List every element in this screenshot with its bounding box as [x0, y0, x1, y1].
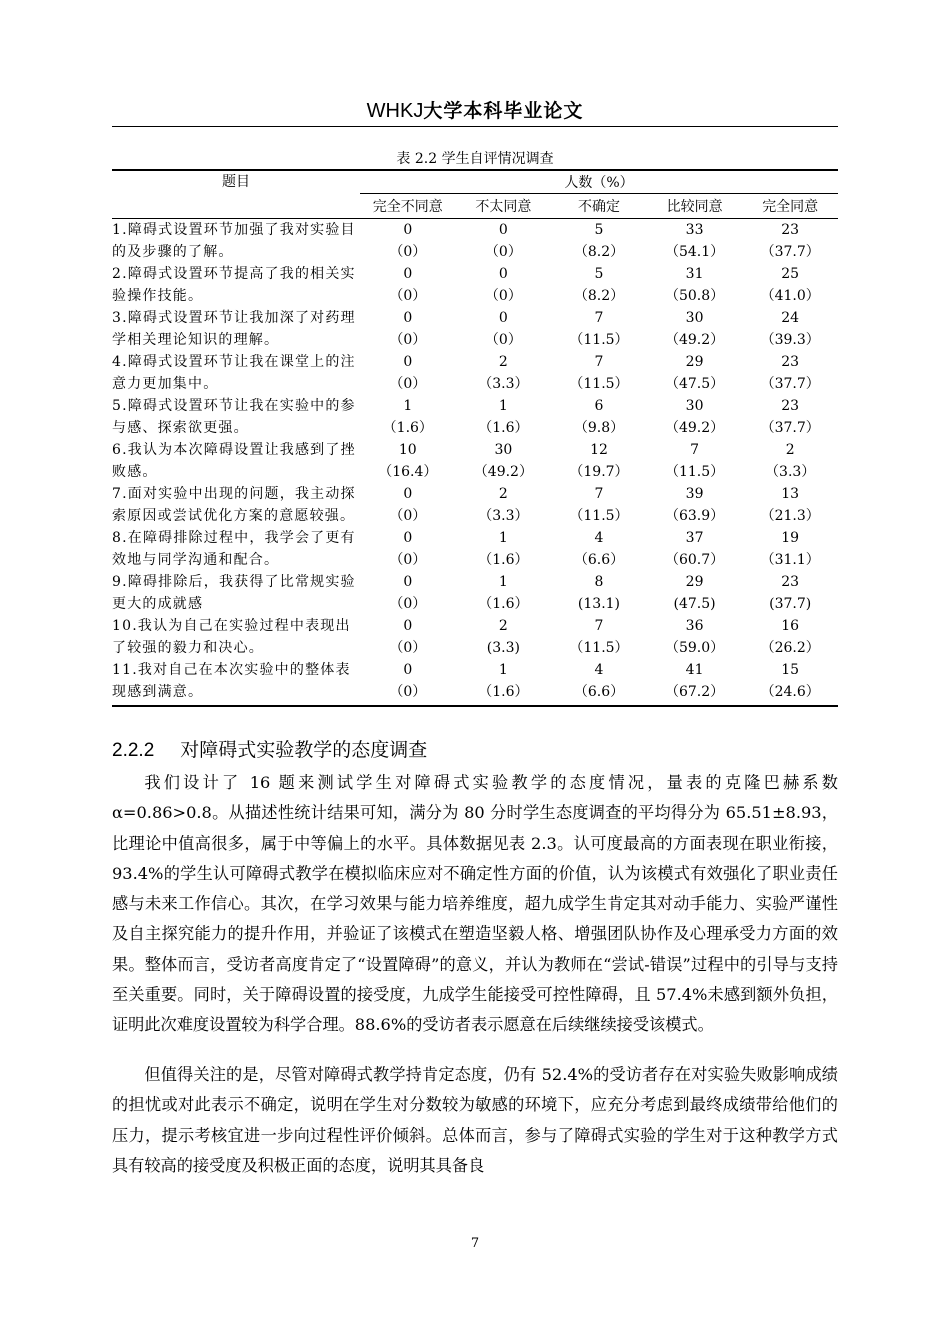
column-header: 不确定 [551, 194, 647, 219]
count-value: 16 [781, 618, 800, 634]
count-value: 23 [781, 222, 800, 238]
value-cell [456, 395, 552, 439]
value-cell [742, 659, 838, 706]
percent-value: （8.2） [573, 243, 625, 260]
value-cell [647, 659, 743, 706]
value-cell [742, 615, 838, 659]
value-cell [360, 571, 456, 615]
table-caption: 表 2.2 学生自评情况调查 [396, 151, 554, 167]
column-header: 完全不同意 [360, 194, 456, 219]
value-cell [742, 351, 838, 395]
value-cell [647, 615, 743, 659]
value-cell [551, 571, 647, 615]
percent-value: （11.5） [664, 463, 725, 480]
count-value: 12 [590, 442, 608, 458]
header-rule [112, 126, 838, 127]
count-value: 29 [685, 574, 704, 590]
count-value: 1 [498, 662, 508, 678]
percent-value: （19.7） [569, 463, 629, 480]
percent-value: （60.7） [664, 551, 725, 568]
percent-value: （16.4） [378, 463, 438, 480]
count-value: 29 [685, 354, 704, 370]
percent-value: （49.2） [473, 463, 533, 480]
count-value: 30 [494, 442, 513, 458]
question-text: 9.障碍排除后，我获得了比常规实验更大的成就感 [112, 574, 356, 612]
percent-value: （24.6） [760, 683, 820, 700]
count-value: 33 [685, 222, 704, 238]
count-value: 0 [403, 354, 413, 370]
count-value: 0 [498, 266, 508, 282]
count-value: 10 [398, 442, 417, 458]
count-value: 7 [690, 442, 700, 458]
count-value: 5 [594, 266, 604, 282]
question-text: 5.障碍式设置环节让我在实验中的参与感、探索欲更强。 [112, 398, 356, 436]
question-text: 8.在障碍排除过程中，我学会了更有效地与同学沟通和配合。 [112, 530, 356, 568]
percent-value: （11.5） [569, 639, 629, 656]
value-cell [456, 615, 552, 659]
percent-value: （0） [389, 639, 427, 656]
value-cell [551, 307, 647, 351]
group-header: 人数（%） [360, 170, 838, 194]
percent-value: （0） [389, 243, 427, 260]
question-text: 6.我认为本次障碍设置让我感到了挫败感。 [112, 442, 356, 480]
count-value: 36 [685, 618, 704, 634]
value-cell [456, 483, 552, 527]
percent-value: （26.2） [760, 639, 820, 656]
value-cell [551, 351, 647, 395]
percent-value: （1.6） [478, 595, 529, 612]
value-cell [647, 571, 743, 615]
count-value: 13 [781, 486, 800, 502]
count-value: 1 [403, 398, 413, 414]
table-row [112, 527, 838, 571]
percent-value: (13.1) [577, 595, 621, 612]
value-cell [647, 483, 743, 527]
percent-value: （11.5） [569, 331, 629, 348]
value-cell [742, 395, 838, 439]
value-cell [742, 571, 838, 615]
value-cell [456, 219, 552, 264]
percent-value: （37.7） [760, 243, 820, 260]
count-value: 30 [685, 310, 704, 326]
percent-value: （0） [389, 683, 427, 700]
value-cell [647, 219, 743, 264]
page-number: 7 [470, 1236, 480, 1251]
percent-value: （21.3） [760, 507, 820, 524]
value-cell [456, 351, 552, 395]
percent-value: （63.9） [664, 507, 725, 524]
percent-value: （0） [484, 331, 522, 348]
topic-header: 题目 [112, 170, 360, 219]
value-cell [742, 263, 838, 307]
percent-value: (47.5) [673, 595, 716, 612]
count-value: 31 [685, 266, 704, 282]
value-cell [456, 263, 552, 307]
count-value: 7 [594, 310, 604, 326]
percent-value: （0） [389, 287, 427, 304]
percent-value: （54.1） [664, 243, 725, 260]
value-cell [456, 307, 552, 351]
question-text: 1.障碍式设置环节加强了我对实验目的及步骤的了解。 [112, 222, 356, 260]
value-cell [742, 527, 838, 571]
percent-value: (37.7) [769, 595, 812, 612]
percent-value: （0） [484, 287, 522, 304]
section-title: 对障碍式实验教学的态度调查 [180, 739, 428, 761]
percent-value: （37.7） [760, 375, 820, 392]
value-cell [551, 219, 647, 264]
percent-value: （11.5） [569, 375, 629, 392]
page-header [112, 96, 838, 123]
value-cell [551, 615, 647, 659]
percent-value: （49.2） [664, 419, 725, 436]
percent-value: （1.6） [382, 419, 433, 436]
count-value: 2 [498, 486, 508, 502]
percent-value: （8.2） [573, 287, 625, 304]
question-text: 4.障碍式设置环节让我在课堂上的注意力更加集中。 [112, 354, 356, 392]
count-value: 0 [403, 530, 413, 546]
percent-value: （11.5） [569, 507, 629, 524]
percent-value: （31.1） [760, 551, 820, 568]
value-cell [360, 351, 456, 395]
table-row [112, 395, 838, 439]
value-cell [551, 483, 647, 527]
count-value: 5 [594, 222, 604, 238]
header-latin: WHKJ [366, 100, 424, 122]
value-cell [647, 439, 743, 483]
value-cell [647, 351, 743, 395]
percent-value: （0） [389, 595, 427, 612]
section-number: 2.2.2 [112, 740, 155, 761]
column-header: 比较同意 [647, 194, 743, 219]
percent-value: （1.6） [478, 419, 529, 436]
percent-value: （3.3） [478, 375, 529, 392]
percent-value: （6.6） [573, 683, 625, 700]
count-value: 0 [403, 266, 413, 282]
table-row [112, 615, 838, 659]
count-value: 7 [594, 354, 604, 370]
count-value: 23 [781, 398, 800, 414]
count-value: 0 [403, 222, 413, 238]
value-cell [360, 659, 456, 706]
count-value: 0 [498, 222, 508, 238]
count-value: 23 [781, 574, 800, 590]
value-cell [456, 527, 552, 571]
value-cell [360, 219, 456, 264]
percent-value: （3.3） [765, 463, 816, 480]
count-value: 41 [685, 662, 704, 678]
count-value: 0 [403, 310, 413, 326]
count-value: 0 [498, 310, 508, 326]
value-cell [551, 659, 647, 706]
percent-value: （67.2） [664, 683, 725, 700]
percent-value: （0） [389, 551, 427, 568]
value-cell [742, 439, 838, 483]
value-cell [647, 307, 743, 351]
value-cell [742, 307, 838, 351]
survey-table-container [112, 169, 838, 707]
percent-value: （50.8） [664, 287, 725, 304]
count-value: 4 [594, 530, 604, 546]
count-value: 37 [685, 530, 704, 546]
percent-value: （0） [389, 507, 427, 524]
value-cell [647, 395, 743, 439]
question-text: 3.障碍式设置环节让我加深了对药理学相关理论知识的理解。 [112, 310, 356, 348]
value-cell [360, 439, 456, 483]
table-row [112, 351, 838, 395]
percent-value: （0） [484, 243, 522, 260]
percent-value: （3.3） [478, 507, 529, 524]
percent-value: （1.6） [478, 683, 529, 700]
value-cell [551, 263, 647, 307]
percent-value: （49.2） [664, 331, 725, 348]
percent-value: （47.5） [664, 375, 725, 392]
count-value: 1 [498, 574, 508, 590]
count-value: 4 [594, 662, 604, 678]
value-cell [360, 307, 456, 351]
table-row [112, 307, 838, 351]
paragraph-2: 但值得关注的是，尽管对障碍式教学持肯定态度，仍有 52.4%的受访者存在对实验失败影响成绩的担忧或对此表示不确定，说明在学生对分数较为敏感的环境下，应充分考虑到最终成绩带给他们的压力，提示考核宜进一步向过程性评价倾斜。总体而言，参与了障碍式实验的学生对于这种教学方式具有较高的接受度及积极正面的态度，说明其具备良 [112, 1065, 838, 1175]
value-cell [647, 263, 743, 307]
value-cell [551, 395, 647, 439]
percent-value: （9.8） [573, 419, 625, 436]
value-cell [742, 483, 838, 527]
value-cell [360, 615, 456, 659]
count-value: 0 [403, 574, 413, 590]
value-cell [360, 527, 456, 571]
count-value: 0 [403, 618, 413, 634]
count-value: 2 [498, 354, 508, 370]
percent-value: （1.6） [478, 551, 529, 568]
section-heading [112, 735, 427, 762]
percent-value: （0） [389, 331, 427, 348]
percent-value: (3.3) [486, 639, 520, 656]
percent-value: （0） [389, 375, 427, 392]
table-row [112, 483, 838, 527]
count-value: 2 [785, 442, 795, 458]
value-cell [456, 439, 552, 483]
table-row [112, 219, 838, 264]
table-row [112, 263, 838, 307]
value-cell [551, 439, 647, 483]
count-value: 0 [403, 662, 413, 678]
value-cell [742, 219, 838, 264]
count-value: 7 [594, 618, 604, 634]
percent-value: （41.0） [760, 287, 820, 304]
count-value: 15 [781, 662, 800, 678]
table-row [112, 571, 838, 615]
count-value: 7 [594, 486, 604, 502]
count-value: 23 [781, 354, 800, 370]
percent-value: （59.0） [664, 639, 725, 656]
paragraph-1: 我们设计了 16 题来测试学生对障碍式实验教学的态度情况，量表的克隆巴赫系数α=0.86>0.8。从描述性统计结果可知，满分为 80 分时学生态度调查的平均得分为 65.51±8.93，比理论中值高很多，属于中等偏上的水平。具体数据见表 2.3。认可度最高的方面表现在职业衔接，93.4%的学生认可障碍式教学在模拟临床应对不确定性方面的价值，认为该模式有效强化了职业责任感与未来工作信心。其次，在学习效果与能力培养维度，超九成学生肯定其对动手能力、实验严谨性及自主探究能力的提升作用，并验证了该模式在塑造坚毅人格、增强团队协作及心理承受力方面的效果。整体而言，受访者高度肯定了“设置障碍”的意义，并认为教师在“尝试-错误”过程中的引导与支持至关重要。同时，关于障碍设置的接受度，九成学生能接受可控性障碍，且 57.4%未感到额外负担，证明此次难度设置较为科学合理。88.6%的受访者表示愿意在后续继续接受该模式。 [112, 773, 838, 1035]
count-value: 30 [685, 398, 704, 414]
question-text: 11.我对自己在本次实验中的整体表现感到满意。 [112, 659, 360, 706]
count-value: 1 [498, 530, 508, 546]
count-value: 19 [781, 530, 800, 546]
count-value: 6 [594, 398, 604, 414]
value-cell [360, 395, 456, 439]
count-value: 2 [498, 618, 508, 634]
header-title: 大学本科毕业论文 [423, 100, 584, 122]
value-cell [360, 483, 456, 527]
count-value: 39 [685, 486, 704, 502]
count-value: 24 [781, 310, 800, 326]
table-row [112, 659, 838, 706]
count-value: 1 [498, 398, 508, 414]
survey-table [112, 169, 838, 707]
percent-value: （6.6） [573, 551, 625, 568]
question-text: 7.面对实验中出现的问题，我主动探索原因或尝试优化方案的意愿较强。 [112, 486, 356, 524]
count-value: 8 [594, 574, 604, 590]
value-cell [456, 571, 552, 615]
value-cell [551, 527, 647, 571]
question-text: 10.我认为自己在实验过程中表现出了较强的毅力和决心。 [112, 618, 351, 656]
value-cell [456, 659, 552, 706]
count-value: 0 [403, 486, 413, 502]
percent-value: （37.7） [760, 419, 820, 436]
question-text: 2.障碍式设置环节提高了我的相关实验操作技能。 [112, 266, 356, 304]
percent-value: （39.3） [760, 331, 820, 348]
value-cell [647, 527, 743, 571]
table-row [112, 439, 838, 483]
value-cell [360, 263, 456, 307]
count-value: 25 [781, 266, 800, 282]
column-header: 不太同意 [456, 194, 552, 219]
column-header: 完全同意 [742, 194, 838, 219]
